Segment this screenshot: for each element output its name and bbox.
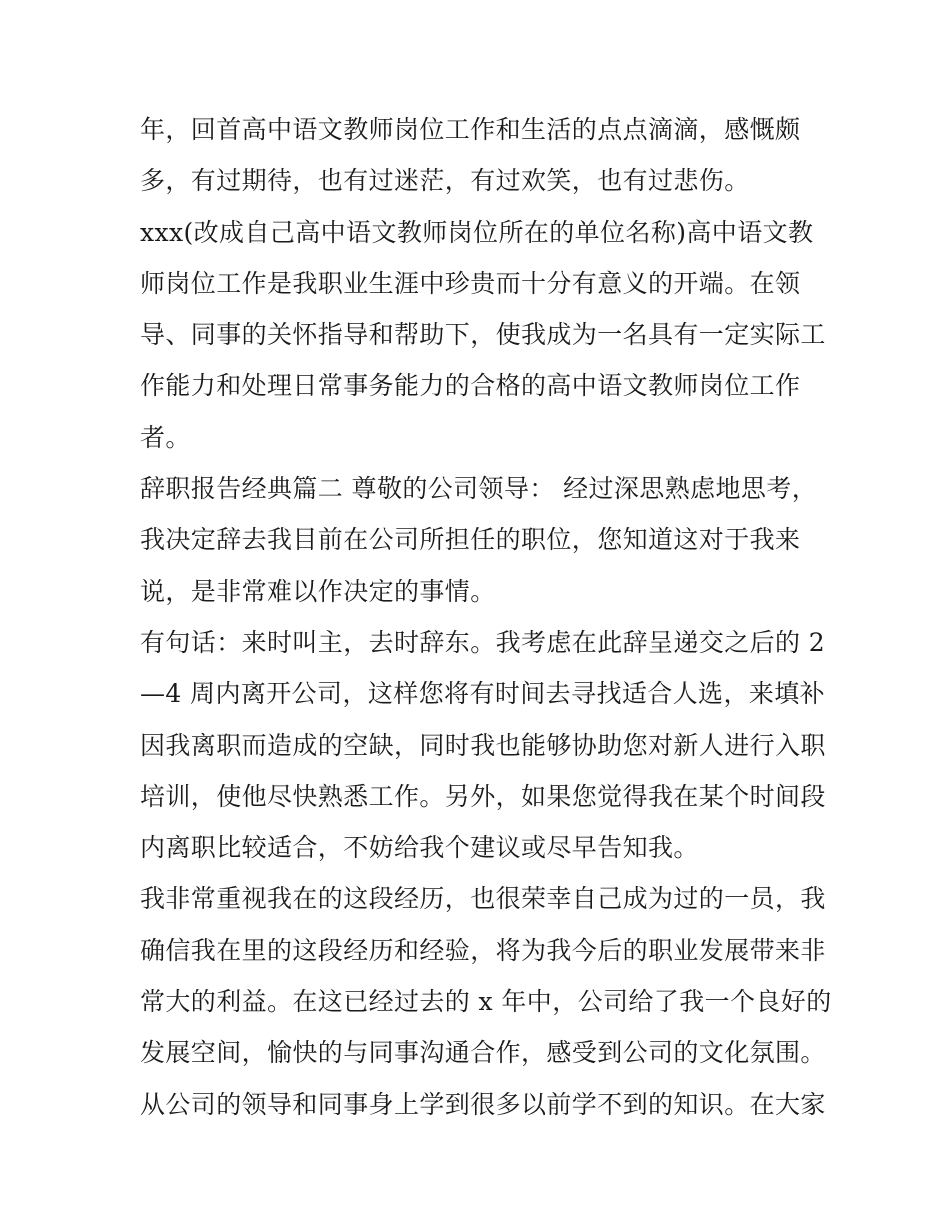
text-line-3: xxx(改成自己高中语文教师岗位所在的单位名称)高中语文教	[140, 217, 814, 247]
text-line-16: 我非常重视我在的这段经历，也很荣幸自己成为过的一员，我	[140, 884, 826, 914]
text-line-19: 发展空间，愉快的与同事沟通合作，感受到公司的文化氛围。	[140, 1038, 826, 1068]
text-line-7: 者。	[140, 422, 191, 452]
text-line-15: 内离职比较适合，不妨给我个建议或尽早告知我。	[140, 833, 699, 863]
text-line-4: 师岗位工作是我职业生涯中珍贵而十分有意义的开端。在领	[140, 268, 801, 298]
text-line-6: 作能力和处理日常事务能力的合格的高中语文教师岗位工作	[140, 371, 801, 401]
text-line-18: 常大的利益。在这已经过去的 x 年中，公司给了我一个良好的	[140, 987, 832, 1017]
text-line-10: 说，是非常难以作决定的事情。	[140, 576, 496, 606]
text-line-11: 有句话：来时叫主，去时辞东。我考虑在此辞呈递交之后的 2	[140, 627, 826, 657]
text-line-17: 确信我在里的这段经历和经验，将为我今后的职业发展带来非	[140, 935, 826, 965]
text-line-5: 导、同事的关怀指导和帮助下，使我成为一名具有一定实际工	[140, 320, 826, 350]
document-body	[140, 104, 832, 1130]
text-line-2: 多，有过期待，也有过迷茫，有过欢笑，也有过悲伤。	[140, 166, 750, 196]
text-line-13: 因我离职而造成的空缺，同时我也能够协助您对新人进行入职	[140, 730, 826, 760]
text-line-12: —4 周内离开公司，这样您将有时间去寻找适合人选，来填补	[140, 679, 826, 709]
text-line-20: 从公司的领导和同事身上学到很多以前学不到的知识。在大家	[140, 1089, 826, 1119]
text-line-1: 年，回首高中语文教师岗位工作和生活的点点滴滴，感慨颇	[140, 115, 801, 144]
text-line-14: 培训，使他尽快熟悉工作。另外，如果您觉得我在某个时间段	[140, 781, 826, 811]
text-line-9: 我决定辞去我目前在公司所担任的职位，您知道这对于我来	[140, 525, 801, 555]
text-line-8: 辞职报告经典篇二 尊敬的公司领导： 经过深思熟虑地思考，	[140, 474, 818, 504]
